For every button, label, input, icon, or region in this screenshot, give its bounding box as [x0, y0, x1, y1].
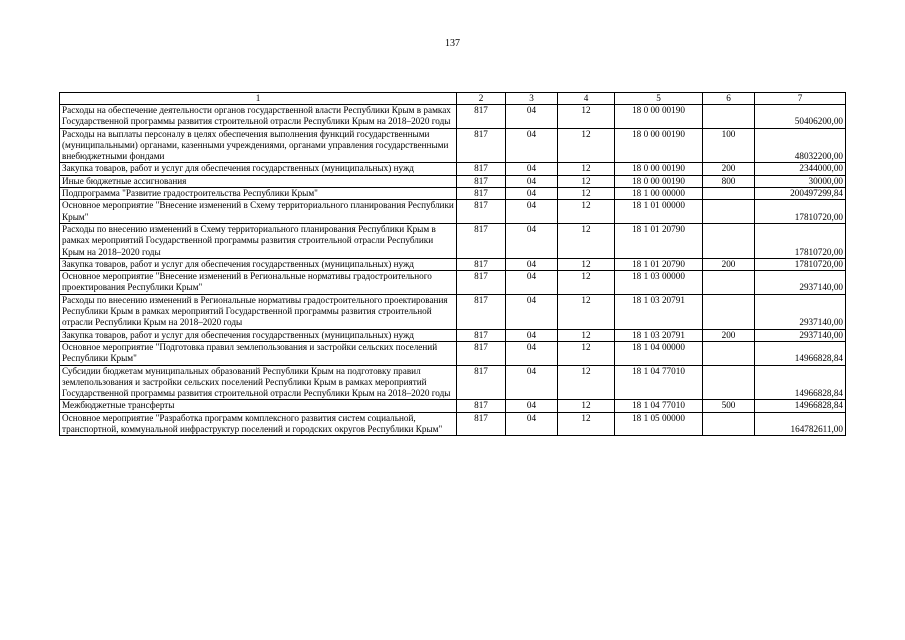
row-col-3: 04: [506, 258, 558, 270]
row-description: Расходы на выплаты персоналу в целях обеспечения выполнения функций государственными (муниципальными) органами, казенными учреждениями, органами управления государственными внебюджетными фондами: [60, 128, 457, 163]
row-col-2: 817: [457, 223, 506, 258]
row-col-3: 04: [506, 412, 558, 436]
row-description: Основное мероприятие "Подготовка правил землепользования и застройки сельских поселений Республики Крым": [60, 341, 457, 365]
row-description: Основное мероприятие "Внесение изменений в Региональные нормативы градостроительного проектирования Республики Крым": [60, 271, 457, 295]
row-col-6: [703, 188, 755, 200]
row-description: Субсидии бюджетам муниципальных образований Республики Крым на подготовку правил землепользования и застройки сельских поселений Республики Крым в рамках мероприятий Государственной программы развития строительной отрасли Республики Крым на 2018–2020 годы: [60, 365, 457, 400]
row-col-5: 18 1 00 00000: [615, 188, 703, 200]
row-col-2: 817: [457, 163, 506, 175]
row-amount: 200497299,84: [755, 188, 846, 200]
row-col-2: 817: [457, 400, 506, 412]
row-col-4: 12: [558, 365, 615, 400]
row-col-4: 12: [558, 258, 615, 270]
table-row: [60, 341, 846, 365]
row-amount: 2937140,00: [755, 294, 846, 329]
row-description: Основное мероприятие "Внесение изменений в Схему территориального планирования Республики Крым": [60, 200, 457, 224]
row-col-2: 817: [457, 258, 506, 270]
row-col-4: 12: [558, 200, 615, 224]
row-col-5: 18 1 05 00000: [615, 412, 703, 436]
row-col-4: 12: [558, 223, 615, 258]
row-amount: 17810720,00: [755, 200, 846, 224]
header-cell: 5: [615, 93, 703, 105]
row-col-4: 12: [558, 341, 615, 365]
header-row: [60, 93, 846, 105]
header-cell: 6: [703, 93, 755, 105]
row-col-4: 12: [558, 188, 615, 200]
header-cell: 2: [457, 93, 506, 105]
row-col-4: 12: [558, 294, 615, 329]
row-col-4: 12: [558, 400, 615, 412]
row-col-2: 817: [457, 329, 506, 341]
row-col-4: 12: [558, 163, 615, 175]
row-col-4: 12: [558, 271, 615, 295]
row-col-5: 18 0 00 00190: [615, 105, 703, 129]
page-number: 137: [445, 38, 460, 49]
row-description: Основное мероприятие "Разработка программ комплексного развития систем социальной, транспортной, коммунальной инфраструктур поселений и городских округов Республики Крым": [60, 412, 457, 436]
row-col-3: 04: [506, 271, 558, 295]
row-col-3: 04: [506, 200, 558, 224]
header-cell: 4: [558, 93, 615, 105]
table-row: [60, 365, 846, 400]
row-col-3: 04: [506, 365, 558, 400]
row-col-5: 18 1 03 20791: [615, 294, 703, 329]
row-col-6: [703, 105, 755, 129]
row-col-6: 800: [703, 175, 755, 187]
row-description: Закупка товаров, работ и услуг для обеспечения государственных (муниципальных) нужд: [60, 163, 457, 175]
row-amount: 2937140,00: [755, 329, 846, 341]
table-row: [60, 294, 846, 329]
row-col-3: 04: [506, 341, 558, 365]
table-row: [60, 105, 846, 129]
row-amount: 2344000,00: [755, 163, 846, 175]
row-description: Расходы по внесению изменений в Схему территориального планирования Республики Крым в рамках мероприятий Государственной программы развития строительной отрасли Республики Крым на 2018–2020 годы: [60, 223, 457, 258]
row-col-5: 18 0 00 00190: [615, 175, 703, 187]
row-col-5: 18 0 00 00190: [615, 163, 703, 175]
row-amount: 17810720,00: [755, 223, 846, 258]
row-description: Иные бюджетные ассигнования: [60, 175, 457, 187]
row-col-6: 500: [703, 400, 755, 412]
row-col-4: 12: [558, 175, 615, 187]
row-col-4: 12: [558, 329, 615, 341]
header-cell: 7: [755, 93, 846, 105]
row-amount: 164782611,00: [755, 412, 846, 436]
row-description: Межбюджетные трансферты: [60, 400, 457, 412]
row-col-5: 18 1 04 77010: [615, 400, 703, 412]
table-row: [60, 175, 846, 187]
row-amount: 14966828,84: [755, 400, 846, 412]
row-col-5: 18 1 04 00000: [615, 341, 703, 365]
row-col-3: 04: [506, 400, 558, 412]
table-row: [60, 329, 846, 341]
row-description: Закупка товаров, работ и услуг для обеспечения государственных (муниципальных) нужд: [60, 329, 457, 341]
row-col-3: 04: [506, 329, 558, 341]
row-col-3: 04: [506, 223, 558, 258]
table-row: [60, 412, 846, 436]
row-col-6: [703, 365, 755, 400]
row-col-5: 18 1 03 00000: [615, 271, 703, 295]
row-col-2: 817: [457, 271, 506, 295]
row-amount: 14966828,84: [755, 341, 846, 365]
row-col-5: 18 1 03 20791: [615, 329, 703, 341]
table-row: [60, 271, 846, 295]
row-col-3: 04: [506, 294, 558, 329]
table-row: [60, 200, 846, 224]
row-col-6: [703, 223, 755, 258]
row-col-2: 817: [457, 200, 506, 224]
row-col-4: 12: [558, 105, 615, 129]
row-description: Расходы на обеспечение деятельности органов государственной власти Республики Крым в рамках Государственной программы развития строительной отрасли Республики Крым на 2018–2020 годы: [60, 105, 457, 129]
row-col-5: 18 1 04 77010: [615, 365, 703, 400]
row-col-6: [703, 341, 755, 365]
row-col-6: [703, 412, 755, 436]
row-col-2: 817: [457, 128, 506, 163]
row-col-5: 18 0 00 00190: [615, 128, 703, 163]
row-description: Подпрограмма "Развитие градостроительства Республики Крым": [60, 188, 457, 200]
row-amount: 14966828,84: [755, 365, 846, 400]
row-col-3: 04: [506, 175, 558, 187]
row-col-2: 817: [457, 188, 506, 200]
row-description: Расходы по внесению изменений в Региональные нормативы градостроительного проектирования Республики Крым в рамках мероприятий Государственной программы развития строительной отрасли Республики Крым на 2018–2020 годы: [60, 294, 457, 329]
row-col-6: [703, 294, 755, 329]
row-col-3: 04: [506, 105, 558, 129]
table-row: [60, 188, 846, 200]
budget-table: [59, 92, 846, 436]
row-col-4: 12: [558, 128, 615, 163]
row-col-6: 200: [703, 258, 755, 270]
table-row: [60, 128, 846, 163]
row-amount: 30000,00: [755, 175, 846, 187]
row-col-6: 100: [703, 128, 755, 163]
row-col-6: 200: [703, 163, 755, 175]
row-col-3: 04: [506, 128, 558, 163]
row-col-5: 18 1 01 00000: [615, 200, 703, 224]
table-row: [60, 223, 846, 258]
table-row: [60, 163, 846, 175]
row-amount: 17810720,00: [755, 258, 846, 270]
row-col-2: 817: [457, 365, 506, 400]
header-cell: 3: [506, 93, 558, 105]
row-col-6: [703, 271, 755, 295]
row-col-3: 04: [506, 163, 558, 175]
row-amount: 2937140,00: [755, 271, 846, 295]
row-col-3: 04: [506, 188, 558, 200]
header-cell: 1: [60, 93, 457, 105]
table-row: [60, 258, 846, 270]
row-col-5: 18 1 01 20790: [615, 223, 703, 258]
row-col-2: 817: [457, 341, 506, 365]
row-amount: 50406200,00: [755, 105, 846, 129]
row-col-2: 817: [457, 105, 506, 129]
row-col-2: 817: [457, 412, 506, 436]
row-col-5: 18 1 01 20790: [615, 258, 703, 270]
row-col-2: 817: [457, 294, 506, 329]
table-row: [60, 400, 846, 412]
row-description: Закупка товаров, работ и услуг для обеспечения государственных (муниципальных) нужд: [60, 258, 457, 270]
row-col-6: [703, 200, 755, 224]
row-col-4: 12: [558, 412, 615, 436]
row-col-2: 817: [457, 175, 506, 187]
row-amount: 48032200,00: [755, 128, 846, 163]
row-col-6: 200: [703, 329, 755, 341]
